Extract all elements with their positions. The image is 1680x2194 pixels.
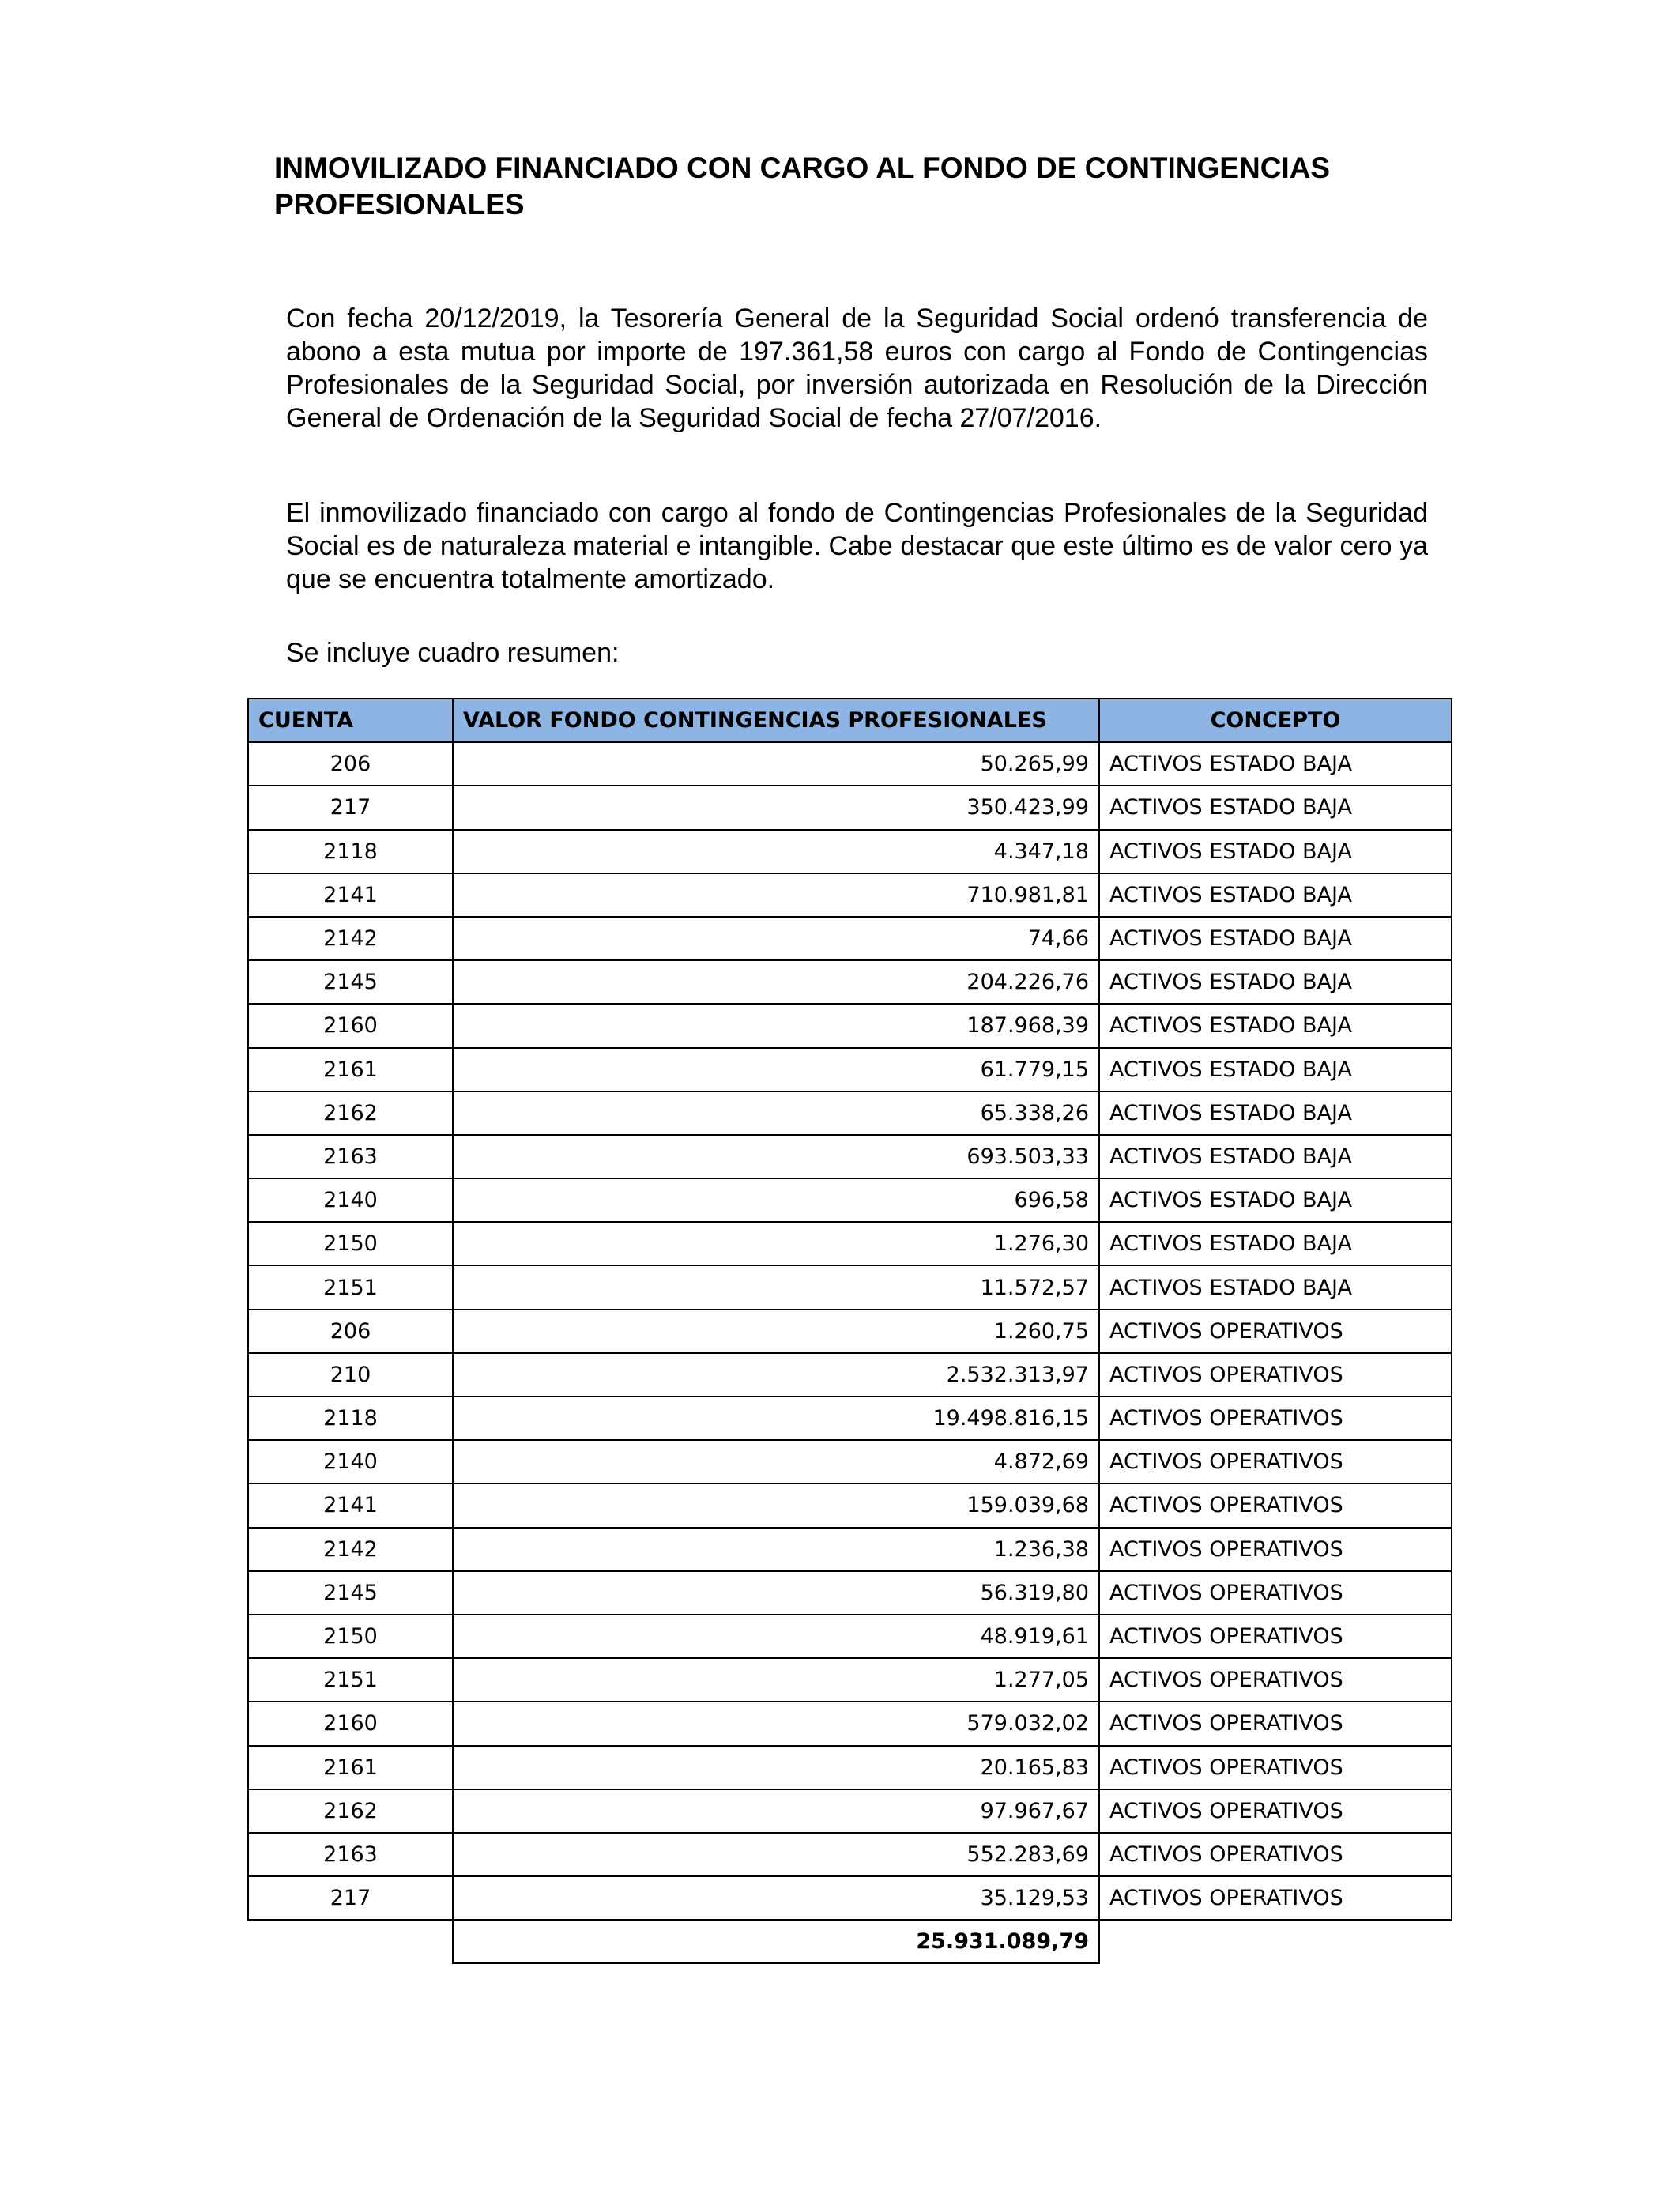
- cell-concepto: ACTIVOS ESTADO BAJA: [1099, 1048, 1452, 1091]
- cell-cuenta: 2162: [248, 1091, 453, 1135]
- total-row: [248, 1920, 1452, 1963]
- table-row: [248, 1746, 1452, 1789]
- table-row: [248, 1397, 1452, 1440]
- cell-concepto: ACTIVOS ESTADO BAJA: [1099, 830, 1452, 873]
- cell-concepto: ACTIVOS ESTADO BAJA: [1099, 917, 1452, 960]
- cell-concepto: ACTIVOS ESTADO BAJA: [1099, 1004, 1452, 1047]
- cell-cuenta: 2161: [248, 1746, 453, 1789]
- cell-cuenta: 217: [248, 786, 453, 829]
- table-row: [248, 1702, 1452, 1745]
- table-row: [248, 1353, 1452, 1397]
- cell-valor: 19.498.816,15: [453, 1397, 1099, 1440]
- cell-cuenta: 2118: [248, 1397, 453, 1440]
- cell-cuenta: 2145: [248, 960, 453, 1004]
- header-valor: VALOR FONDO CONTINGENCIAS PROFESIONALES: [453, 699, 1099, 742]
- cell-valor: 350.423,99: [453, 786, 1099, 829]
- cell-concepto: ACTIVOS ESTADO BAJA: [1099, 1135, 1452, 1178]
- cell-cuenta: 2142: [248, 1528, 453, 1571]
- cell-cuenta: 2161: [248, 1048, 453, 1091]
- table-row: [248, 1658, 1452, 1702]
- table-row: [248, 1789, 1452, 1833]
- cell-concepto: ACTIVOS OPERATIVOS: [1099, 1310, 1452, 1353]
- cell-concepto: ACTIVOS OPERATIVOS: [1099, 1483, 1452, 1527]
- summary-intro: Se incluye cuadro resumen:: [286, 638, 620, 668]
- cell-concepto: ACTIVOS OPERATIVOS: [1099, 1658, 1452, 1702]
- table-row: [248, 1615, 1452, 1658]
- cell-valor: 74,66: [453, 917, 1099, 960]
- cell-valor: 1.260,75: [453, 1310, 1099, 1353]
- page-title: INMOVILIZADO FINANCIADO CON CARGO AL FONDO DE CONTINGENCIAS PROFESIONALES: [274, 152, 1331, 221]
- table-row: [248, 960, 1452, 1004]
- table-row: [248, 1310, 1452, 1353]
- cell-cuenta: 2162: [248, 1789, 453, 1833]
- header-concepto: CONCEPTO: [1099, 699, 1452, 742]
- table-row: [248, 1528, 1452, 1571]
- table-row: [248, 1265, 1452, 1309]
- cell-cuenta: 2140: [248, 1440, 453, 1483]
- cell-valor: 693.503,33: [453, 1135, 1099, 1178]
- table-row: [248, 1833, 1452, 1876]
- cell-concepto: ACTIVOS ESTADO BAJA: [1099, 1091, 1452, 1135]
- table-row: [248, 1571, 1452, 1615]
- cell-cuenta: 2160: [248, 1004, 453, 1047]
- cell-valor: 579.032,02: [453, 1702, 1099, 1745]
- cell-cuenta: 2118: [248, 830, 453, 873]
- cell-concepto: ACTIVOS ESTADO BAJA: [1099, 873, 1452, 917]
- cell-concepto: ACTIVOS OPERATIVOS: [1099, 1397, 1452, 1440]
- table-row: [248, 786, 1452, 829]
- cell-cuenta: 206: [248, 742, 453, 786]
- cell-concepto: ACTIVOS OPERATIVOS: [1099, 1571, 1452, 1615]
- cell-valor: 11.572,57: [453, 1265, 1099, 1309]
- cell-cuenta: 2142: [248, 917, 453, 960]
- cell-cuenta: 2150: [248, 1222, 453, 1265]
- cell-concepto: ACTIVOS ESTADO BAJA: [1099, 1178, 1452, 1222]
- cell-valor: 1.236,38: [453, 1528, 1099, 1571]
- cell-concepto: ACTIVOS ESTADO BAJA: [1099, 1222, 1452, 1265]
- cell-valor: 710.981,81: [453, 873, 1099, 917]
- table-row: [248, 873, 1452, 917]
- cell-valor: 97.967,67: [453, 1789, 1099, 1833]
- header-cuenta: CUENTA: [248, 699, 453, 742]
- table-header-row: [248, 699, 1452, 742]
- table-row: [248, 1091, 1452, 1135]
- cell-valor: 4.347,18: [453, 830, 1099, 873]
- cell-cuenta: 2160: [248, 1702, 453, 1745]
- cell-valor: 48.919,61: [453, 1615, 1099, 1658]
- intro-paragraph: Con fecha 20/12/2019, la Tesorería General de la Seguridad Social ordenó transferencia de abono a esta mutua por importe de 197.361,58 euros con cargo al Fondo de Contingencias Profesionales de la Seguridad Social, por inversión autorizada en Resolución de la Dirección General de Ordenación de la Seguridad Social de fecha 27/07/2016.: [286, 303, 1428, 433]
- table-row: [248, 1048, 1452, 1091]
- summary-table: [247, 698, 1452, 1964]
- table-row: [248, 1222, 1452, 1265]
- description-paragraph: El inmovilizado financiado con cargo al fondo de Contingencias Profesionales de la Seguridad Social es de naturaleza material e intangible. Cabe destacar que este último es de valor cero ya que se encuentra totalmente amortizado.: [286, 498, 1428, 594]
- cell-concepto: ACTIVOS OPERATIVOS: [1099, 1876, 1452, 1920]
- total-spacer: [1099, 1920, 1452, 1963]
- cell-valor: 56.319,80: [453, 1571, 1099, 1615]
- cell-cuenta: 217: [248, 1876, 453, 1920]
- table-row: [248, 917, 1452, 960]
- cell-cuenta: 206: [248, 1310, 453, 1353]
- table-row: [248, 830, 1452, 873]
- cell-concepto: ACTIVOS OPERATIVOS: [1099, 1440, 1452, 1483]
- total-value: 25.931.089,79: [453, 1920, 1099, 1963]
- cell-concepto: ACTIVOS OPERATIVOS: [1099, 1833, 1452, 1876]
- total-spacer: [248, 1920, 453, 1963]
- cell-concepto: ACTIVOS OPERATIVOS: [1099, 1789, 1452, 1833]
- table-row: [248, 1876, 1452, 1920]
- cell-valor: 20.165,83: [453, 1746, 1099, 1789]
- cell-concepto: ACTIVOS OPERATIVOS: [1099, 1746, 1452, 1789]
- cell-concepto: ACTIVOS ESTADO BAJA: [1099, 960, 1452, 1004]
- table-row: [248, 1483, 1452, 1527]
- table-row: [248, 1004, 1452, 1047]
- cell-cuenta: 2145: [248, 1571, 453, 1615]
- cell-concepto: ACTIVOS OPERATIVOS: [1099, 1353, 1452, 1397]
- cell-valor: 552.283,69: [453, 1833, 1099, 1876]
- cell-valor: 204.226,76: [453, 960, 1099, 1004]
- cell-cuenta: 2141: [248, 873, 453, 917]
- cell-valor: 2.532.313,97: [453, 1353, 1099, 1397]
- table-row: [248, 1135, 1452, 1178]
- cell-valor: 696,58: [453, 1178, 1099, 1222]
- cell-valor: 187.968,39: [453, 1004, 1099, 1047]
- table-row: [248, 1440, 1452, 1483]
- cell-concepto: ACTIVOS ESTADO BAJA: [1099, 1265, 1452, 1309]
- cell-concepto: ACTIVOS OPERATIVOS: [1099, 1702, 1452, 1745]
- cell-concepto: ACTIVOS OPERATIVOS: [1099, 1528, 1452, 1571]
- cell-cuenta: 2140: [248, 1178, 453, 1222]
- cell-concepto: ACTIVOS ESTADO BAJA: [1099, 786, 1452, 829]
- cell-cuenta: 2163: [248, 1135, 453, 1178]
- cell-cuenta: 210: [248, 1353, 453, 1397]
- cell-cuenta: 2151: [248, 1658, 453, 1702]
- cell-valor: 61.779,15: [453, 1048, 1099, 1091]
- cell-cuenta: 2151: [248, 1265, 453, 1309]
- cell-valor: 4.872,69: [453, 1440, 1099, 1483]
- cell-valor: 65.338,26: [453, 1091, 1099, 1135]
- cell-cuenta: 2141: [248, 1483, 453, 1527]
- cell-valor: 35.129,53: [453, 1876, 1099, 1920]
- cell-cuenta: 2150: [248, 1615, 453, 1658]
- cell-valor: 50.265,99: [453, 742, 1099, 786]
- cell-concepto: ACTIVOS ESTADO BAJA: [1099, 742, 1452, 786]
- cell-valor: 1.276,30: [453, 1222, 1099, 1265]
- table-row: [248, 742, 1452, 786]
- cell-valor: 1.277,05: [453, 1658, 1099, 1702]
- cell-concepto: ACTIVOS OPERATIVOS: [1099, 1615, 1452, 1658]
- cell-cuenta: 2163: [248, 1833, 453, 1876]
- table-row: [248, 1178, 1452, 1222]
- cell-valor: 159.039,68: [453, 1483, 1099, 1527]
